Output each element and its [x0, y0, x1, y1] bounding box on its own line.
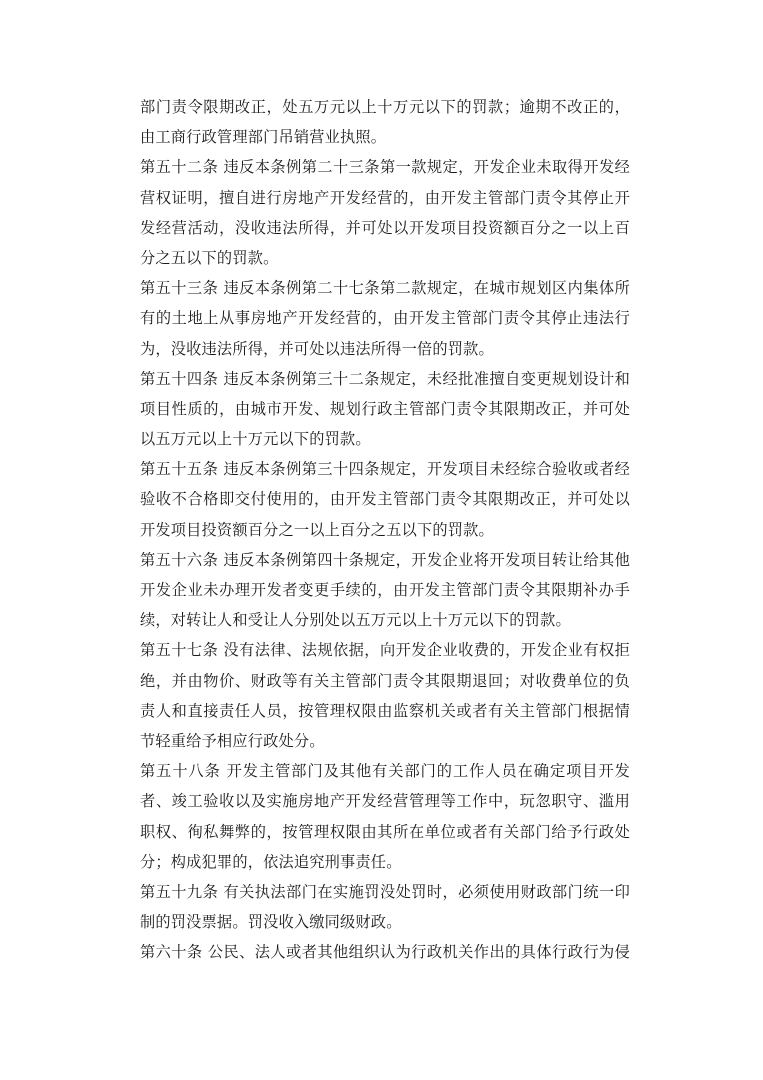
text-line: 有的土地上从事房地产开发经营的，由开发主管部门责令其停止违法行 — [140, 309, 630, 328]
text-line: 发经营活动，没收违法所得，并可处以开发项目投资额百分之一以上百 — [140, 218, 630, 237]
text-line: 节轻重给予相应行政处分。 — [140, 731, 325, 750]
text-line: 续，对转让人和受让人分别处以五万元以上十万元以下的罚款。 — [140, 611, 571, 630]
text-line: 由工商行政管理部门吊销营业执照。 — [140, 128, 387, 147]
text-line: 第五十六条 违反本条例第四十条规定，开发企业将开发项目转让给其他 — [140, 550, 630, 569]
text-line: 第六十条 公民、法人或者其他组织认为行政机关作出的具体行政行为侵 — [140, 943, 630, 962]
text-line: 项目性质的，由城市开发、规划行政主管部门责令其限期改正，并可处 — [140, 399, 630, 418]
text-line: 开发企业未办理开发者变更手续的，由开发主管部门责令其限期补办手 — [140, 581, 630, 599]
text-line: 以五万元以上十万元以下的罚款。 — [140, 430, 371, 449]
text-line: 验收不合格即交付使用的，由开发主管部门责令其限期改正，并可处以 — [140, 490, 630, 509]
text-line: 第五十五条 违反本条例第三十四条规定，开发项目未经综合验收或者经 — [140, 460, 630, 479]
text-line: 绝，并由物价、财政等有关主管部门责令其限期退回；对收费单位的负 — [140, 671, 630, 690]
text-line: 第五十八条 开发主管部门及其他有关部门的工作人员在确定项目开发 — [140, 762, 630, 781]
text-line: 第五十四条 违反本条例第三十二条规定，未经批准擅自变更规划设计和 — [140, 369, 630, 388]
text-line: 开发项目投资额百分之一以上百分之五以下的罚款。 — [140, 520, 494, 539]
text-line: 第五十九条 有关执法部门在实施罚没处罚时，必须使用财政部门统一印 — [140, 882, 630, 901]
text-line: 第五十二条 违反本条例第二十三条第一款规定，开发企业未取得开发经 — [140, 158, 630, 177]
text-line: 者、竣工验收以及实施房地产开发经营管理等工作中，玩忽职守、滥用 — [140, 792, 630, 811]
text-line: 为，没收违法所得，并可处以违法所得一倍的罚款。 — [140, 339, 494, 358]
document-body — [140, 92, 630, 967]
text-line: 分；构成犯罪的，依法追究刑事责任。 — [140, 852, 402, 871]
text-line: 分之五以下的罚款。 — [140, 248, 279, 267]
text-line: 责人和直接责任人员，按管理权限由监察机关或者有关主管部门根据情 — [140, 701, 630, 720]
text-line: 营权证明，擅自进行房地产开发经营的，由开发主管部门责令其停止开 — [140, 188, 630, 207]
text-line: 部门责令限期改正，处五万元以上十万元以下的罚款；逾期不改正的， — [140, 98, 630, 116]
text-line: 第五十三条 违反本条例第二十七条第二款规定，在城市规划区内集体所 — [140, 279, 630, 298]
text-line: 第五十七条 没有法律、法规依据，向开发企业收费的，开发企业有权拒 — [140, 641, 630, 660]
text-line: 制的罚没票据。罚没收入缴同级财政。 — [140, 913, 402, 932]
text-line: 职权、徇私舞弊的，按管理权限由其所在单位或者有关部门给予行政处 — [140, 822, 630, 841]
